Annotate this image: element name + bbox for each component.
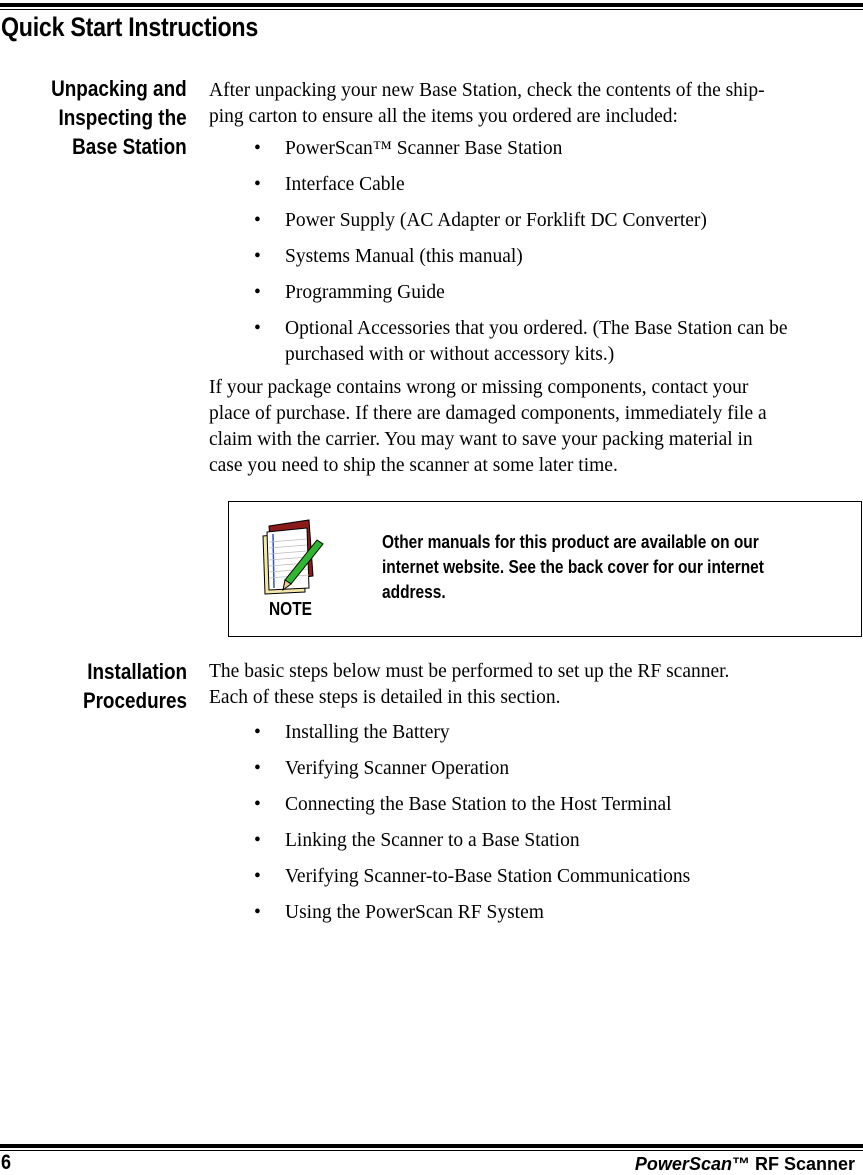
heading-line: Unpacking and	[51, 76, 187, 101]
footer-rule-thin	[0, 1150, 863, 1151]
footer-rule	[0, 1144, 863, 1148]
text-line: claim with the carrier. You may want to save your packing material in	[209, 429, 753, 450]
text-line: After unpacking your new Base Station, check the contents of the ship-	[209, 80, 765, 101]
footer-product-italic: PowerScan	[634, 1154, 732, 1174]
page-number: 6	[1, 1151, 12, 1174]
list-item-text: Connecting the Base Station to the Host Terminal	[285, 794, 672, 815]
text-line: case you need to ship the scanner at some later time.	[209, 455, 618, 476]
note-box	[228, 501, 862, 637]
note-label: NOTE	[269, 599, 313, 619]
bullet-icon: •	[254, 174, 261, 195]
text-line: place of purchase. If there are damaged components, immediately file a	[209, 403, 767, 424]
list-item	[209, 172, 859, 198]
list-item	[209, 792, 859, 818]
text-line: Other manuals for this product are available on our	[382, 532, 759, 552]
list-item-text: Optional Accessories that you ordered. (The Base Station can be purchased with or without accessory kits.)	[285, 318, 788, 365]
list-item	[209, 280, 859, 306]
list-item-text: Using the PowerScan RF System	[285, 902, 544, 923]
text-line: If your package contains wrong or missing components, contact your	[209, 377, 749, 398]
heading-line: Inspecting the	[58, 105, 187, 130]
text-line: internet website. See the back cover for our internet	[382, 557, 764, 577]
list-item	[209, 828, 859, 854]
top-rule-thin	[0, 9, 863, 10]
list-item	[209, 208, 859, 234]
bullet-icon: •	[254, 758, 261, 779]
top-rule	[0, 3, 863, 7]
list-item-text: Installing the Battery	[285, 722, 450, 743]
bullet-icon: •	[254, 722, 261, 743]
list-item-text: Interface Cable	[285, 174, 405, 195]
list-item	[209, 136, 859, 162]
list-item	[209, 900, 859, 926]
bullet-icon: •	[254, 318, 261, 339]
list-item	[209, 864, 859, 890]
text-line: ping carton to ensure all the items you ordered are included:	[209, 106, 678, 127]
list-item	[209, 316, 859, 368]
unpacking-intro	[209, 78, 859, 130]
footer-product-rest: ™ RF Scanner	[731, 1154, 855, 1174]
text-line: The basic steps below must be performed to set up the RF scanner.	[209, 661, 730, 682]
section-heading-installation	[83, 657, 187, 715]
bullet-icon: •	[254, 830, 261, 851]
notepad-pencil-icon	[259, 516, 329, 596]
steps-list	[209, 720, 859, 936]
bullet-icon: •	[254, 138, 261, 159]
list-item	[209, 720, 859, 746]
list-item-text: Power Supply (AC Adapter or Forklift DC Converter)	[285, 210, 707, 231]
heading-line: Procedures	[82, 688, 187, 713]
contents-list	[209, 136, 859, 378]
text-line: address.	[382, 582, 446, 602]
heading-line: Base Station	[72, 134, 187, 159]
page-title: Quick Start Instructions	[1, 12, 259, 42]
installation-intro	[209, 659, 859, 711]
note-text	[382, 530, 829, 605]
list-item-text: Systems Manual (this manual)	[285, 246, 523, 267]
list-item-text: PowerScan™ Scanner Base Station	[285, 138, 563, 159]
bullet-icon: •	[254, 246, 261, 267]
section-heading-unpacking	[51, 74, 187, 161]
list-item	[209, 244, 859, 270]
bullet-icon: •	[254, 210, 261, 231]
list-item-text: Verifying Scanner-to-Base Station Communications	[285, 866, 691, 887]
text-line: Each of these steps is detailed in this section.	[209, 687, 561, 708]
list-item-text: Programming Guide	[285, 282, 445, 303]
unpacking-followup	[209, 375, 859, 479]
heading-line: Installation	[87, 659, 187, 684]
bullet-icon: •	[254, 902, 261, 923]
bullet-icon: •	[254, 866, 261, 887]
bullet-icon: •	[254, 794, 261, 815]
bullet-icon: •	[254, 282, 261, 303]
list-item-text: Verifying Scanner Operation	[285, 758, 510, 779]
list-item	[209, 756, 859, 782]
footer-product-title	[635, 1154, 855, 1175]
list-item-text: Linking the Scanner to a Base Station	[285, 830, 580, 851]
